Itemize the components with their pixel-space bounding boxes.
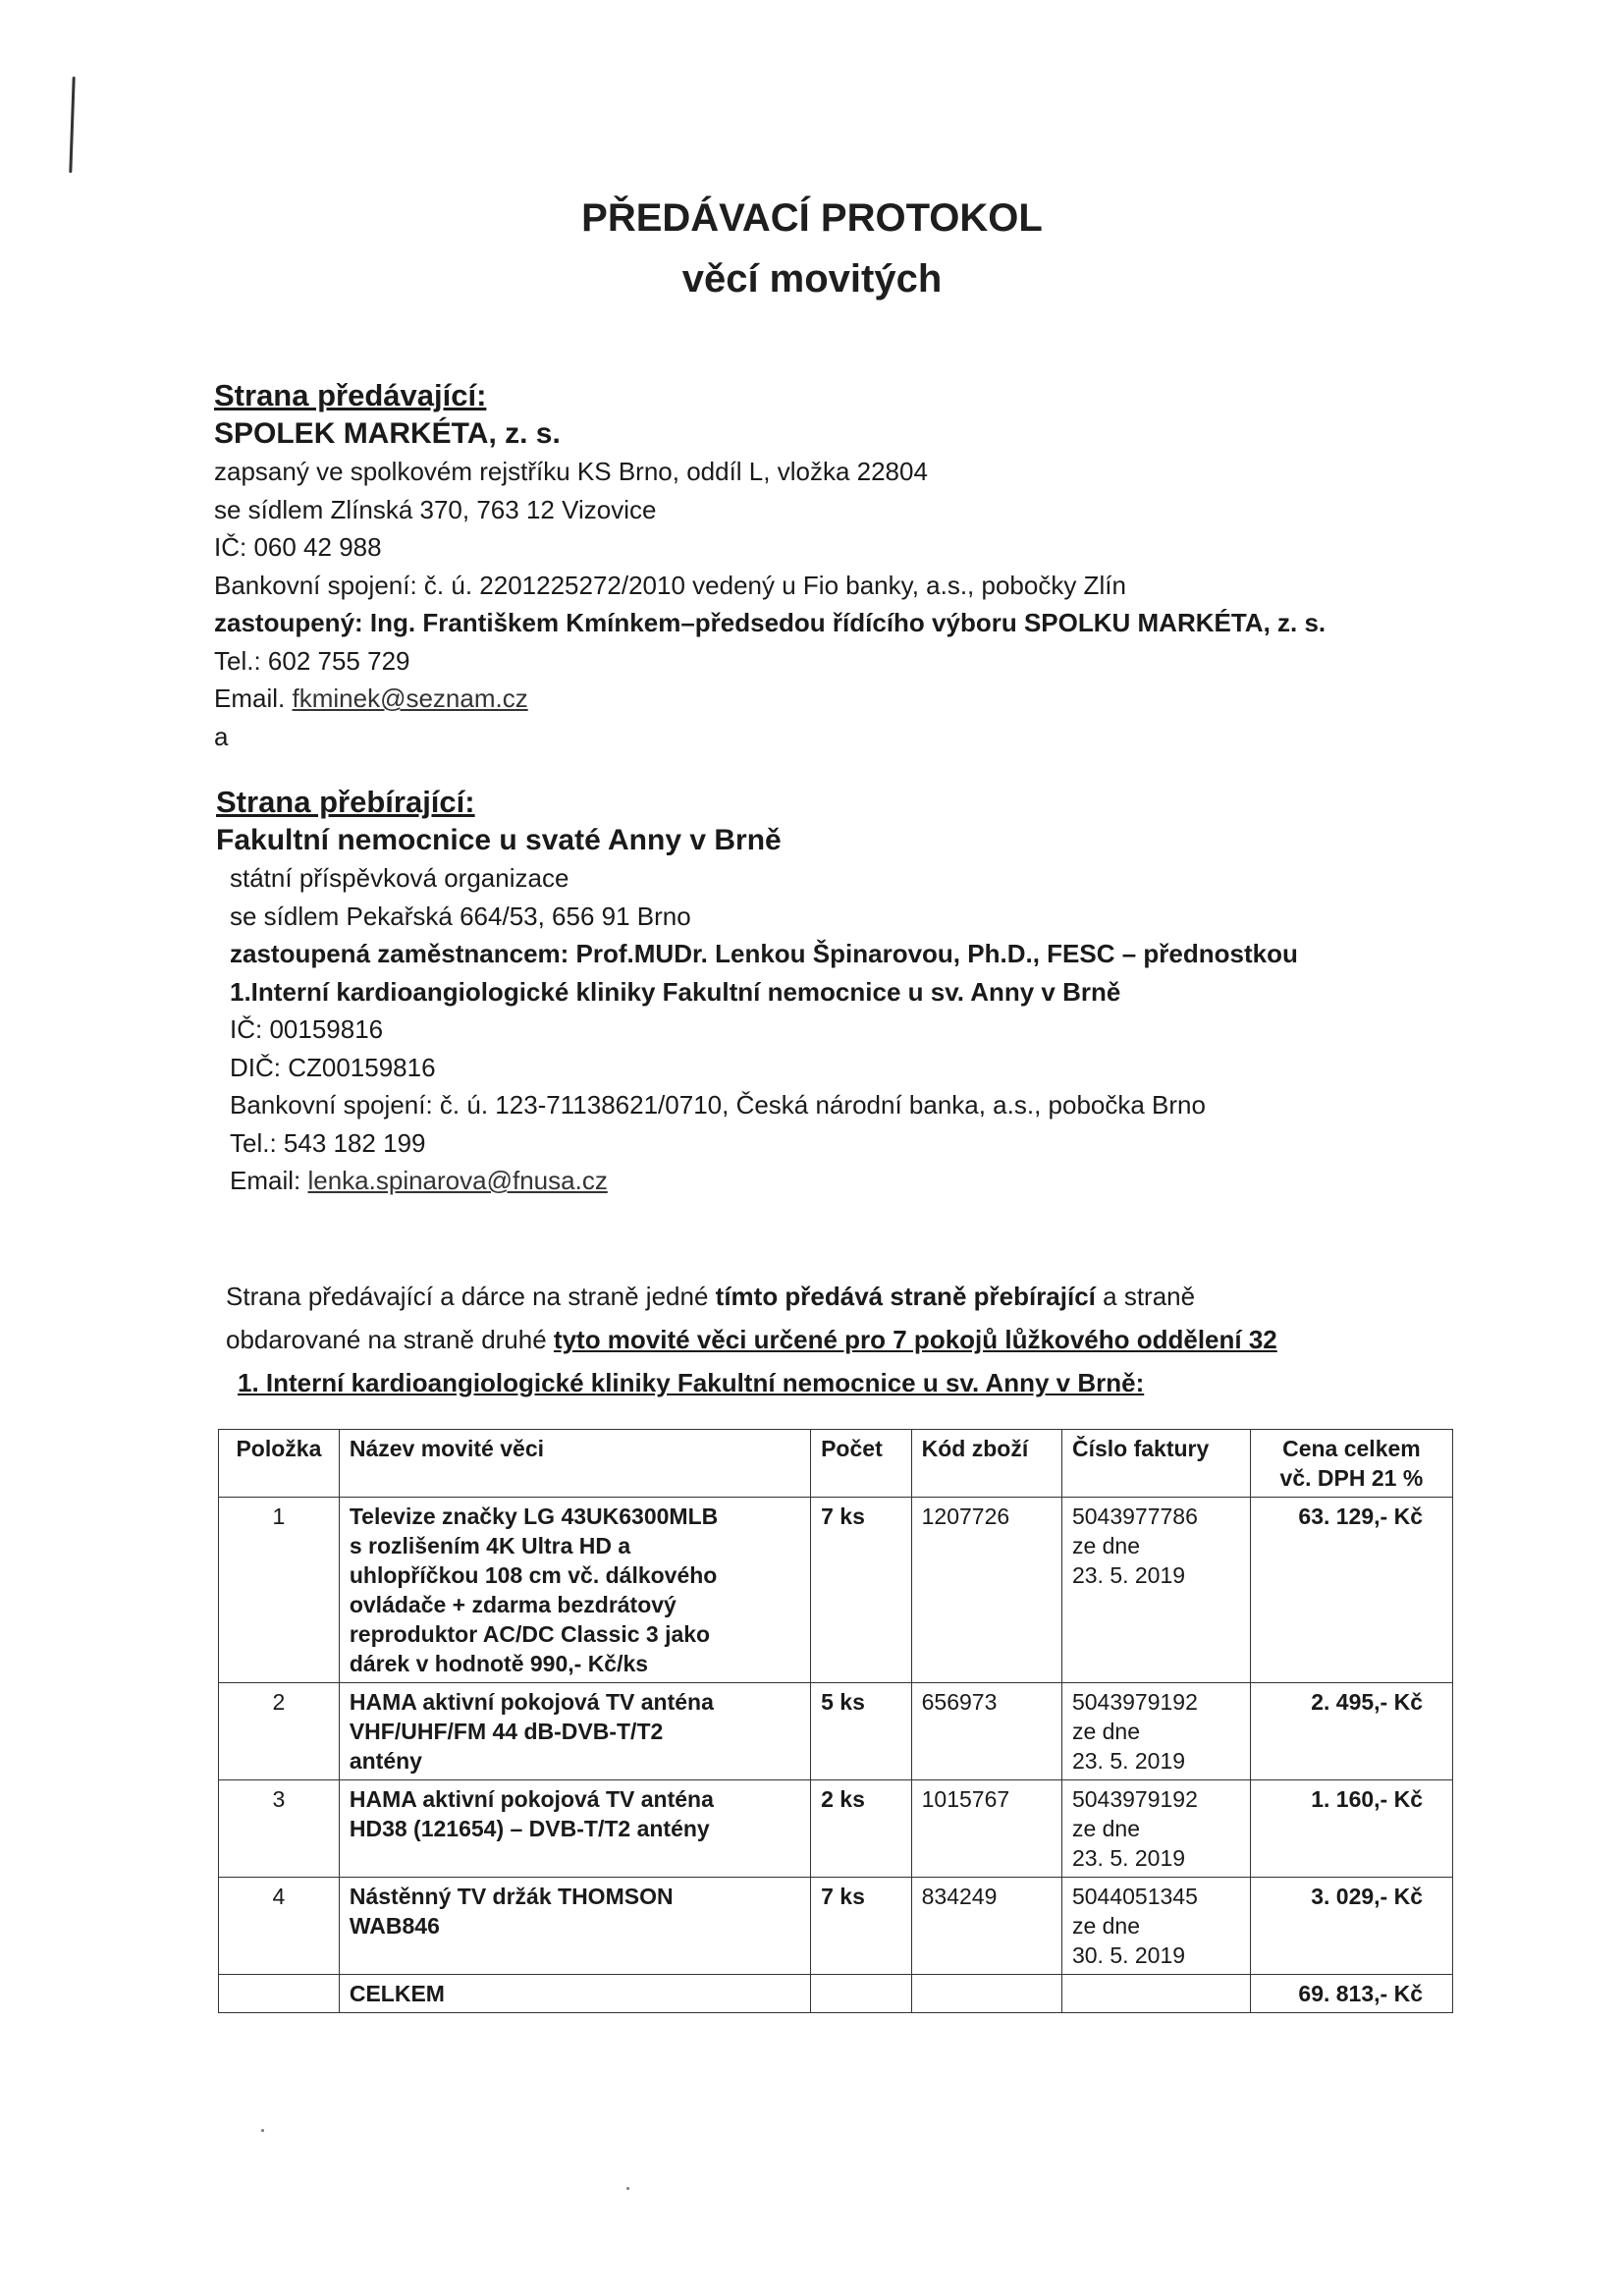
row-code: 834249 <box>911 1878 1061 1975</box>
scan-speck <box>626 2187 629 2190</box>
party-to-email-line <box>216 1162 1298 1200</box>
row-name <box>339 1780 810 1878</box>
party-to-ico: IČ: 00159816 <box>230 1014 384 1044</box>
col-invoice-header: Číslo faktury <box>1061 1430 1250 1498</box>
party-from-email-label: Email. <box>214 683 286 713</box>
price-header-line-2: vč. DPH 21 % <box>1279 1465 1424 1491</box>
row-price: 2. 495,- Kč <box>1250 1683 1452 1780</box>
party-from-address: se sídlem Zlínská 370, 763 12 Vizovice <box>214 494 657 524</box>
row-name-line: uhlopříčkou 108 cm vč. dálkového <box>349 1562 718 1588</box>
invoice-label: ze dne <box>1071 1719 1141 1744</box>
party-from-heading: Strana předávající: <box>214 378 487 412</box>
row-name-line: s rozlišením 4K Ultra HD a <box>349 1533 631 1558</box>
intro-line-1 <box>226 1275 1277 1318</box>
intro-emphasis: tyto movité věci určené pro 7 pokojů lůžkového oddělení 32 <box>553 1325 1277 1354</box>
row-item: 1 <box>219 1498 340 1683</box>
party-to-type: státní příspěvková organizace <box>230 863 569 893</box>
party-to-email-label: Email: <box>230 1166 301 1195</box>
intro-emphasis: 1. Interní kardioangiologické kliniky Fakultní nemocnice u sv. Anny v Brně: <box>238 1368 1145 1397</box>
row-invoice <box>1061 1878 1250 1975</box>
intro-line-3 <box>226 1361 1277 1404</box>
table-row <box>219 1683 1453 1780</box>
row-invoice <box>1061 1498 1250 1683</box>
table-total-row <box>219 1975 1453 2013</box>
party-to-section <box>216 784 1298 1200</box>
intro-text: a straně <box>1095 1282 1196 1311</box>
table-header-row <box>219 1430 1453 1498</box>
row-item: 3 <box>219 1780 340 1878</box>
invoice-number: 5043979192 <box>1071 1689 1198 1715</box>
row-item: 4 <box>219 1878 340 1975</box>
row-code: 1207726 <box>911 1498 1061 1683</box>
party-to-represented-1: zastoupená zaměstnancem: Prof.MUDr. Lenkou Špinarovou, Ph.D., FESC – přednostkou <box>230 939 1298 968</box>
party-to-tel: Tel.: 543 182 199 <box>230 1127 426 1158</box>
party-from-ico: IČ: 060 42 988 <box>214 532 382 562</box>
party-to-address: se sídlem Pekařská 664/53, 656 91 Brno <box>230 901 691 931</box>
row-invoice <box>1061 1780 1250 1878</box>
row-name-line: dárek v hodnotě 990,- Kč/ks <box>349 1651 649 1676</box>
invoice-date: 23. 5. 2019 <box>1071 1845 1186 1871</box>
table-row <box>219 1780 1453 1878</box>
scan-speck <box>261 2129 264 2132</box>
invoice-number: 5044051345 <box>1071 1884 1198 1909</box>
row-price: 1. 160,- Kč <box>1250 1780 1452 1878</box>
row-price: 63. 129,- Kč <box>1250 1498 1452 1683</box>
row-name-line: HD38 (121654) – DVB-T/T2 antény <box>349 1816 710 1841</box>
row-name-line: HAMA aktivní pokojová TV anténa <box>349 1786 714 1812</box>
row-code: 656973 <box>911 1683 1061 1780</box>
row-name-line: ovládače + zdarma bezdrátový <box>349 1592 677 1617</box>
invoice-label: ze dne <box>1071 1816 1141 1841</box>
col-code-header: Kód zboží <box>911 1430 1061 1498</box>
connector-text: a <box>214 721 229 751</box>
total-empty-cell <box>811 1975 912 2013</box>
party-from-tel: Tel.: 602 755 729 <box>214 645 410 676</box>
total-empty-cell <box>219 1975 340 2013</box>
party-from-represented: zastoupený: Ing. Františkem Kmínkem–předsedou řídícího výboru SPOLKU MARKÉTA, z. s. <box>214 608 1326 637</box>
row-invoice <box>1061 1683 1250 1780</box>
invoice-date: 23. 5. 2019 <box>1071 1562 1186 1588</box>
invoice-number: 5043979192 <box>1071 1786 1198 1812</box>
party-to-bank: Bankovní spojení: č. ú. 123-71138621/0710, Česká národní banka, a.s., pobočka Brno <box>230 1090 1206 1120</box>
invoice-label: ze dne <box>1071 1533 1141 1558</box>
row-name-line: Nástěnný TV držák THOMSON <box>349 1884 674 1909</box>
row-qty: 2 ks <box>811 1780 912 1878</box>
total-label: CELKEM <box>339 1975 810 2013</box>
row-name-line: reproduktor AC/DC Classic 3 jako <box>349 1621 711 1647</box>
invoice-label: ze dne <box>1071 1913 1141 1939</box>
intro-emphasis: tímto předává straně přebírající <box>715 1282 1096 1311</box>
total-price: 69. 813,- Kč <box>1250 1975 1452 2013</box>
party-from-bank: Bankovní spojení: č. ú. 2201225272/2010 vedený u Fio banky, a.s., pobočky Zlín <box>214 570 1126 600</box>
col-item-header: Položka <box>219 1430 340 1498</box>
document-title: PŘEDÁVACÍ PROTOKOL <box>581 196 1043 240</box>
intro-line-2 <box>226 1318 1277 1361</box>
margin-pen-mark <box>69 77 75 173</box>
table-row <box>219 1878 1453 1975</box>
party-to-heading: Strana přebírající: <box>216 785 475 819</box>
party-from-name: SPOLEK MARKÉTA, z. s. <box>214 416 561 450</box>
row-name-line: HAMA aktivní pokojová TV anténa <box>349 1689 714 1715</box>
party-to-dic: DIČ: CZ00159816 <box>230 1052 436 1082</box>
document-subtitle: věcí movitých <box>681 257 943 301</box>
invoice-number: 5043977786 <box>1071 1503 1198 1529</box>
table-row <box>219 1498 1453 1683</box>
row-name-line: antény <box>349 1748 422 1774</box>
row-qty: 7 ks <box>811 1498 912 1683</box>
row-qty: 5 ks <box>811 1683 912 1780</box>
total-empty-cell <box>911 1975 1061 2013</box>
party-to-email-link[interactable]: lenka.spinarova@fnusa.cz <box>307 1166 608 1195</box>
total-empty-cell <box>1061 1975 1250 2013</box>
intro-text: Strana předávající a dárce na straně jedné <box>226 1282 716 1311</box>
intro-paragraph <box>226 1275 1277 1404</box>
row-code: 1015767 <box>911 1780 1061 1878</box>
party-to-represented-2: 1.Interní kardioangiologické kliniky Fakultní nemocnice u sv. Anny v Brně <box>230 976 1121 1007</box>
row-name-line: VHF/UHF/FM 44 dB-DVB-T/T2 <box>349 1719 664 1744</box>
col-name-header: Název movité věci <box>339 1430 810 1498</box>
party-from-register: zapsaný ve spolkovém rejstříku KS Brno, oddíl L, vložka 22804 <box>214 457 928 486</box>
invoice-date: 23. 5. 2019 <box>1071 1748 1186 1774</box>
row-name <box>339 1683 810 1780</box>
invoice-date: 30. 5. 2019 <box>1071 1942 1186 1968</box>
row-name <box>339 1878 810 1975</box>
intro-text: obdarované na straně druhé <box>226 1325 554 1354</box>
row-qty: 7 ks <box>811 1878 912 1975</box>
price-header-line-1: Cena celkem <box>1282 1436 1421 1461</box>
row-price: 3. 029,- Kč <box>1250 1878 1452 1975</box>
party-from-section <box>214 377 1326 755</box>
party-from-email-line <box>214 680 1326 718</box>
row-name-line: WAB846 <box>349 1913 440 1939</box>
col-price-header <box>1250 1430 1452 1498</box>
col-qty-header: Počet <box>811 1430 912 1498</box>
party-to-name: Fakultní nemocnice u svaté Anny v Brně <box>216 823 782 856</box>
row-name <box>339 1498 810 1683</box>
party-from-email-link[interactable]: fkminek@seznam.cz <box>292 683 528 713</box>
row-item: 2 <box>219 1683 340 1780</box>
row-name-line: Televize značky LG 43UK6300MLB <box>349 1503 719 1529</box>
items-table <box>218 1429 1453 2013</box>
